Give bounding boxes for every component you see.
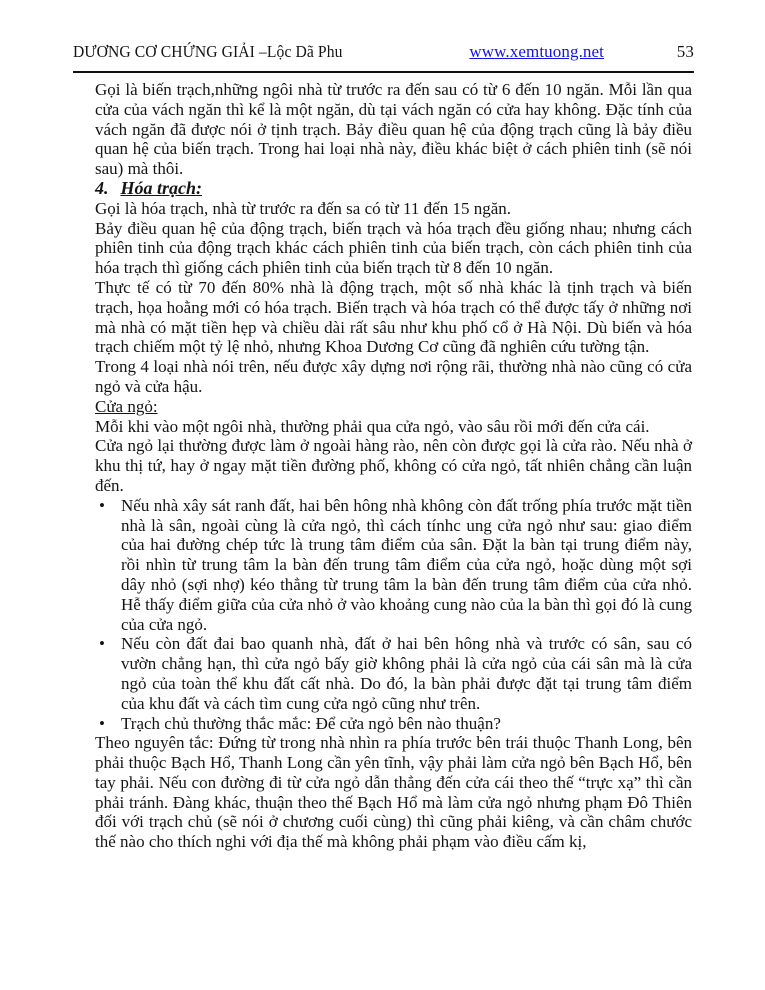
section-heading-hoa-trach: [95, 179, 692, 199]
page-number: 53: [676, 42, 694, 61]
section-number: 4.: [95, 177, 109, 198]
bullet-icon: •: [99, 495, 105, 515]
bullet-text: Nếu còn đất đai bao quanh nhà, đất ở hai bên hông nhà và trước có sân, sau có vườn chẳng hạn, thì cửa ngỏ bấy giờ không phải là cửa ngỏ của cái sân mà là cửa ngỏ của toàn thể khu đất cất nhà. Do đó, la bàn phải được đặt tại trung tâm điểm của khu đất và cách tìm cung cửa ngỏ cũng như trên.: [121, 634, 692, 713]
website-link[interactable]: www.xemtuong.net: [469, 42, 604, 61]
bullet-text: Trạch chủ thường thắc mắc: Để cửa ngỏ bên nào thuận?: [121, 713, 501, 733]
bullet-icon: •: [99, 634, 105, 654]
bullet-item-thac-mac: [95, 714, 692, 734]
page-body: [95, 80, 692, 852]
section-title: Hóa trạch:: [120, 177, 203, 198]
bullet-icon: •: [99, 713, 105, 733]
bullet-item-tinh-cung: [95, 496, 692, 635]
paragraph-bien-trach: Gọi là biến trạch,những ngôi nhà từ trước ra đến sau có từ 6 đến 10 ngăn. Mỗi lần qua cửa của vách ngăn thì kể là một ngăn, dù tại vách ngăn có cửa hay không. Đặc tính của vách ngăn đã được nói ở tịnh trạch. Bảy điều quan hệ của động trạch cũng là bảy điều quan hệ của biến trạch. Trong hai loại nhà này, điều khác biệt ở cách phiên tinh (sẽ nói sau) mà thôi.: [95, 80, 692, 179]
bullet-list: [95, 496, 692, 734]
bullet-item-dat-dai: [95, 634, 692, 713]
paragraph-trong-bon-loai: Trong 4 loại nhà nói trên, nếu được xây dựng nơi rộng rãi, thường nhà nào cũng có cửa ngỏ và cửa hậu.: [95, 357, 692, 396]
page-header: [73, 42, 694, 62]
paragraph-bay-dieu: Bảy điều quan hệ của động trạch, biến trạch và hóa trạch đều giống nhau; nhưng cách phiên tinh của động trạch khác cách phiên tinh của biến trạch, còn cách phiên tinh của hóa trạch thì giống cách phiên tinh của biến trạch từ 8 đến 10 ngăn.: [95, 218, 692, 278]
bullet-text: Nếu nhà xây sát ranh đất, hai bên hông nhà không còn đất trống phía trước mặt tiền nhà là sân, ngoài cùng là cửa ngỏ, thì cách tínhc ung cửa ngỏ như sau: giao điểm của hai đường chép tức là trung tâm điểm của sân. Đặt la bàn tại trung điểm này, rồi nhìn từ trung tâm la bàn đến trung tâm điểm của cửa ngỏ, hoặc dùng một sợi dây nhỏ (sợi nhợ) kéo thẳng từ trung tâm la bàn đến trung tâm điểm của cửa nhỏ. Hễ thấy điểm giữa của cửa nhỏ ở vào khoảng cung nào của la bàn thì gọi đó là cung của cửa ngỏ.: [121, 495, 692, 634]
book-title: DƯƠNG CƠ CHỨNG GIẢI –Lộc Dã Phu: [73, 42, 343, 61]
subheading-cua-ngo-label: Cửa ngỏ:: [95, 396, 158, 416]
subheading-cua-ngo: [95, 397, 692, 417]
paragraph-moi-khi: Mỗi khi vào một ngôi nhà, thường phải qua cửa ngỏ, vào sâu rồi mới đến cửa cái.: [95, 416, 650, 436]
paragraph-thuc-te: Thực tế có từ 70 đến 80% nhà là động trạch, một số nhà khác là tịnh trạch và biến trạch, họa hoằng mới có hóa trạch. Biến trạch và hóa trạch có thể được tấy ở những nơi mà nhà có mặt tiền hẹp và chiều dài rất sâu như khu phố cổ ở Hà Nội. Dù biến và hóa trạch chiếm một tỷ lệ nhỏ, nhưng Khoa Dương Cơ cũng đã nghiên cứu tường tận.: [95, 277, 692, 357]
header-divider: [73, 71, 694, 73]
paragraph-hoa-trach-definition: Gọi là hóa trạch, nhà từ trước ra đến sa có từ 11 đến 15 ngăn.: [95, 198, 512, 218]
paragraph-theo-nguyen-tac: Theo nguyên tắc: Đứng từ trong nhà nhìn ra phía trước bên trái thuộc Thanh Long, bên phải thuộc Bạch Hổ, Thanh Long cần yên tĩnh, vậy phải làm cửa ngỏ bên Bạch Hổ, bên tay phải. Nếu con đường đi từ cửa ngỏ dẫn thẳng đến cửa cái theo thế “trực xạ” thì cần phải tránh. Đàng khác, thuận theo thế Bạch Hổ mà làm cửa ngỏ nhưng phạm Đô Thiên đối với trạch chủ (sẽ nói ở chương cuối cùng) thì cũng phải kiêng, và cần châm chước thế nào cho thích nghi với địa thế mà không phải phạm vào điều cấm kị,: [95, 733, 692, 852]
paragraph-cua-ngo-lai: Cửa ngỏ lại thường được làm ở ngoài hàng rào, nên còn được gọi là cửa rào. Nếu nhà ở khu thị tứ, hay ở ngay mặt tiền đường phố, không có cửa ngỏ, tất nhiên chẳng cần luận đến.: [95, 436, 692, 495]
